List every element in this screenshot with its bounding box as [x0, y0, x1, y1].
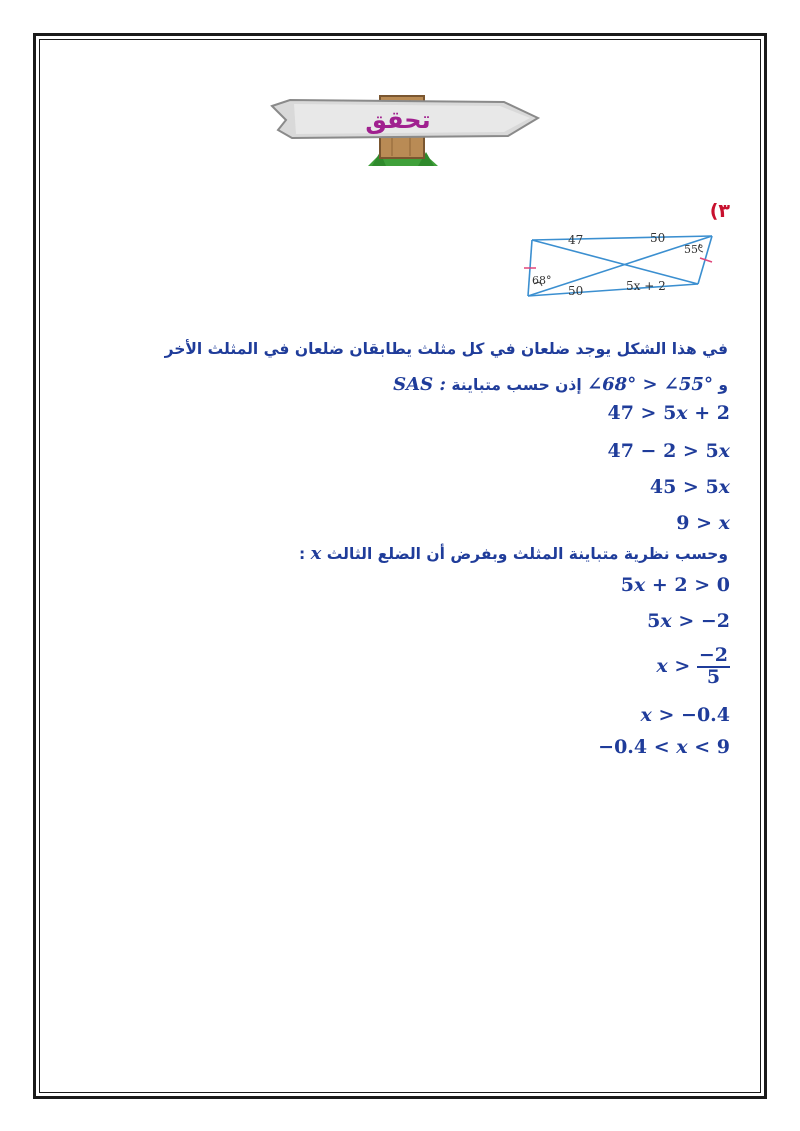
side-label-50-top: 50 [650, 231, 666, 245]
step-4: 9 > x [676, 512, 730, 534]
side-label-5x-plus-2: 5x + 2 [626, 279, 666, 293]
step-7: x > $\frac{-2}{5}$ [656, 644, 728, 688]
triangles-figure [520, 228, 720, 300]
triangle-inequality-text: وحسب نظرية متباينة المثلث وبفرض أن الضلع الثالث [326, 545, 728, 563]
angle-label-68: 68° [532, 274, 552, 287]
therefore-phrase: إذن حسب متباينة [451, 376, 582, 394]
side-label-47: 47 [568, 233, 584, 247]
step-1: 47 > 5x + 2 [607, 402, 730, 424]
fraction-neg2-over-5: $\frac{-2}{5}$ [698, 644, 728, 688]
question-number: (٣ [709, 200, 730, 222]
step-8: x > −0.4 [640, 704, 730, 726]
angle-comparison: ∠68° > ∠55° [587, 374, 713, 395]
step-2: 47 − 2 > 5x [607, 440, 730, 462]
intro-line: في هذا الشكل يوجد ضلعان في كل مثلث يطابقان ضلعان في المثلث الأخر [164, 340, 728, 358]
check-heading: تحقق [365, 106, 431, 134]
sas-label: SAS : [393, 374, 446, 395]
bowtie-triangles-diagram [520, 228, 720, 300]
triangle-colon: : [299, 545, 306, 563]
sas-line [393, 374, 728, 395]
check-sign [268, 92, 540, 166]
side-label-50-bottom: 50 [568, 284, 584, 298]
and-word: و [718, 376, 728, 394]
step-3: 45 > 5x [649, 476, 730, 498]
angle-label-55: 55° [684, 243, 704, 256]
page-border-inner [39, 39, 761, 1093]
third-side-variable: x [310, 543, 322, 564]
step-6: 5x > −2 [647, 610, 730, 632]
triangle-inequality-line [299, 543, 728, 564]
step-9: −0.4 < x < 9 [598, 736, 730, 758]
step-5: 5x + 2 > 0 [620, 574, 730, 596]
